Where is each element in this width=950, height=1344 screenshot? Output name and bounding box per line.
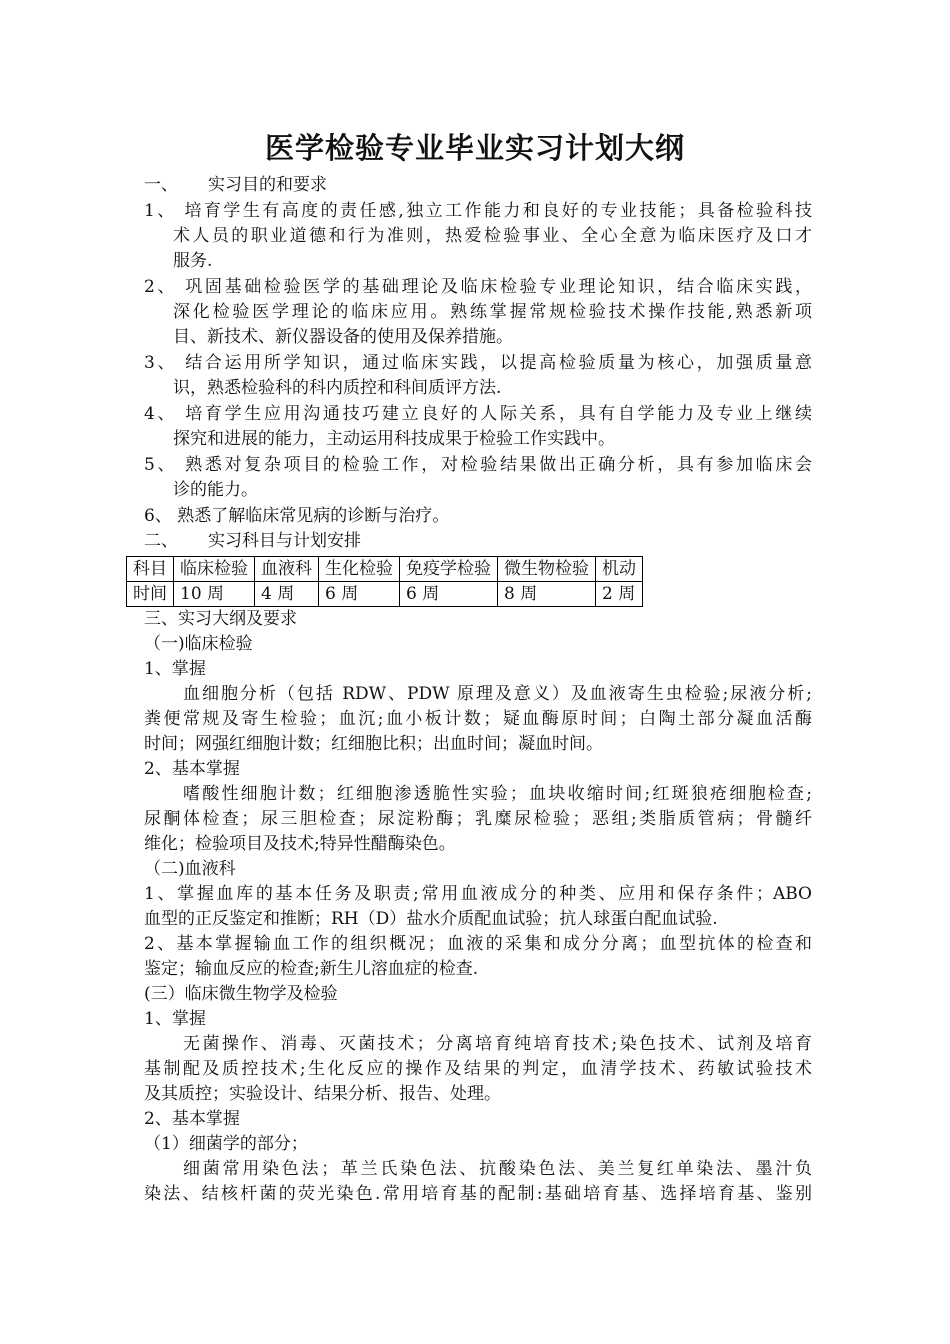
item-label: 1、掌握 (144, 659, 206, 679)
table-cell: 8 周 (498, 582, 596, 607)
document-body (133, 173, 812, 1207)
paragraph: 细菌常用染色法；革兰氏染色法、抗酸染色法、美兰复红单染法、墨汁负 染法、结核杆菌的荧光染色.常用培育基的配制:基础培育基、选择培育基、鉴别 (144, 1159, 812, 1204)
list-item: 3、 结合运用所学知识，通过临床实践，以提高检验质量为核心，加强质量意 识，熟悉检验科的科内质控和科间质评方法. (144, 353, 812, 398)
subsection-heading: （一)临床检验 (144, 634, 253, 654)
table-cell: 时间 (127, 582, 174, 607)
list-item: 1、 培育学生有高度的责任感,独立工作能力和良好的专业技能；具备检验科技 术人员的职业道德和行为准则，热爱检验事业、全心全意为临床医疗及口才 服务. (144, 201, 812, 271)
table-cell: 科目 (127, 557, 174, 582)
table-cell: 免疫学检验 (400, 557, 498, 582)
item-label: 2、基本掌握 (144, 1109, 240, 1129)
list-item: 6、 熟悉了解临床常见病的诊断与治疗。 (144, 506, 450, 526)
item-label: 2、基本掌握 (144, 759, 240, 779)
table-row (127, 557, 643, 582)
section-heading: 一、 实习目的和要求 (144, 175, 327, 195)
item-label: （1）细菌学的部分； (144, 1134, 308, 1154)
table-cell: 10 周 (174, 582, 255, 607)
subsection-heading: (三）临床微生物学及检验 (144, 984, 338, 1004)
objectives-list (144, 199, 812, 529)
table-cell: 生化检验 (319, 557, 400, 582)
table-cell: 微生物检验 (498, 557, 596, 582)
item-label: 1、掌握 (144, 1009, 206, 1029)
table-cell: 6 周 (400, 582, 498, 607)
table-cell: 4 周 (255, 582, 319, 607)
paragraph: 血细胞分析（包括 RDW、PDW 原理及意义）及血液寄生虫检验;尿液分析; 粪便常规及寄生检验；血沉;血小板计数；疑血酶原时间；白陶土部分凝血活酶 时间；网强红细胞计数；红细胞比积；出血时间；凝血时间。 (144, 684, 812, 754)
table-cell: 血液科 (255, 557, 319, 582)
schedule-table (126, 556, 643, 607)
table-cell: 临床检验 (174, 557, 255, 582)
subsection-heading: （二)血液科 (144, 859, 236, 879)
paragraph: 1、掌握血库的基本任务及职责;常用血液成分的种类、应用和保存条件；ABO 血型的正反鉴定和推断；RH（D）盐水介质配血试验；抗人球蛋白配血试验. (144, 884, 812, 929)
table-cell: 机动 (596, 557, 643, 582)
list-item: 5、 熟悉对复杂项目的检验工作，对检验结果做出正确分析，具有参加临床会 诊的能力。 (144, 455, 812, 500)
paragraph: 2、基本掌握输血工作的组织概况；血液的采集和成分分离；血型抗体的检查和 鉴定；输血反应的检查;新生儿溶血症的检查. (144, 934, 812, 979)
document-title: 医学检验专业毕业实习计划大纲 (264, 131, 685, 165)
table-cell: 6 周 (319, 582, 400, 607)
list-item: 4、 培育学生应用沟通技巧建立良好的人际关系，具有自学能力及专业上继续 探究和进展的能力，主动运用科技成果于检验工作实践中。 (144, 404, 812, 449)
section-heading: 三、实习大纲及要求 (144, 609, 297, 629)
list-item: 2、 巩固基础检验医学的基础理论及临床检验专业理论知识，结合临床实践， 深化检验医学理论的临床应用。熟练掌握常规检验技术操作技能,熟悉新项 目、新技术、新仪器设备的使用及保养措施。 (144, 277, 812, 347)
table-cell: 2 周 (596, 582, 643, 607)
section-heading: 二、 实习科目与计划安排 (144, 531, 361, 551)
table-row (127, 582, 643, 607)
paragraph: 无菌操作、消毒、灭菌技术；分离培育纯培育技术;染色技术、试剂及培育 基制配及质控技术;生化反应的操作及结果的判定，血清学技术、药敏试验技术 及其质控；实验设计、结果分析、报告、处理。 (144, 1034, 812, 1104)
paragraph: 嗜酸性细胞计数；红细胞渗透脆性实验；血块收缩时间;红斑狼疮细胞检查; 尿酮体检查；尿三胆检查；尿淀粉酶；乳糜尿检验；恶组;类脂质管病；骨髓纤 维化；检验项目及技术;特异性醋酶染色。 (144, 784, 812, 854)
